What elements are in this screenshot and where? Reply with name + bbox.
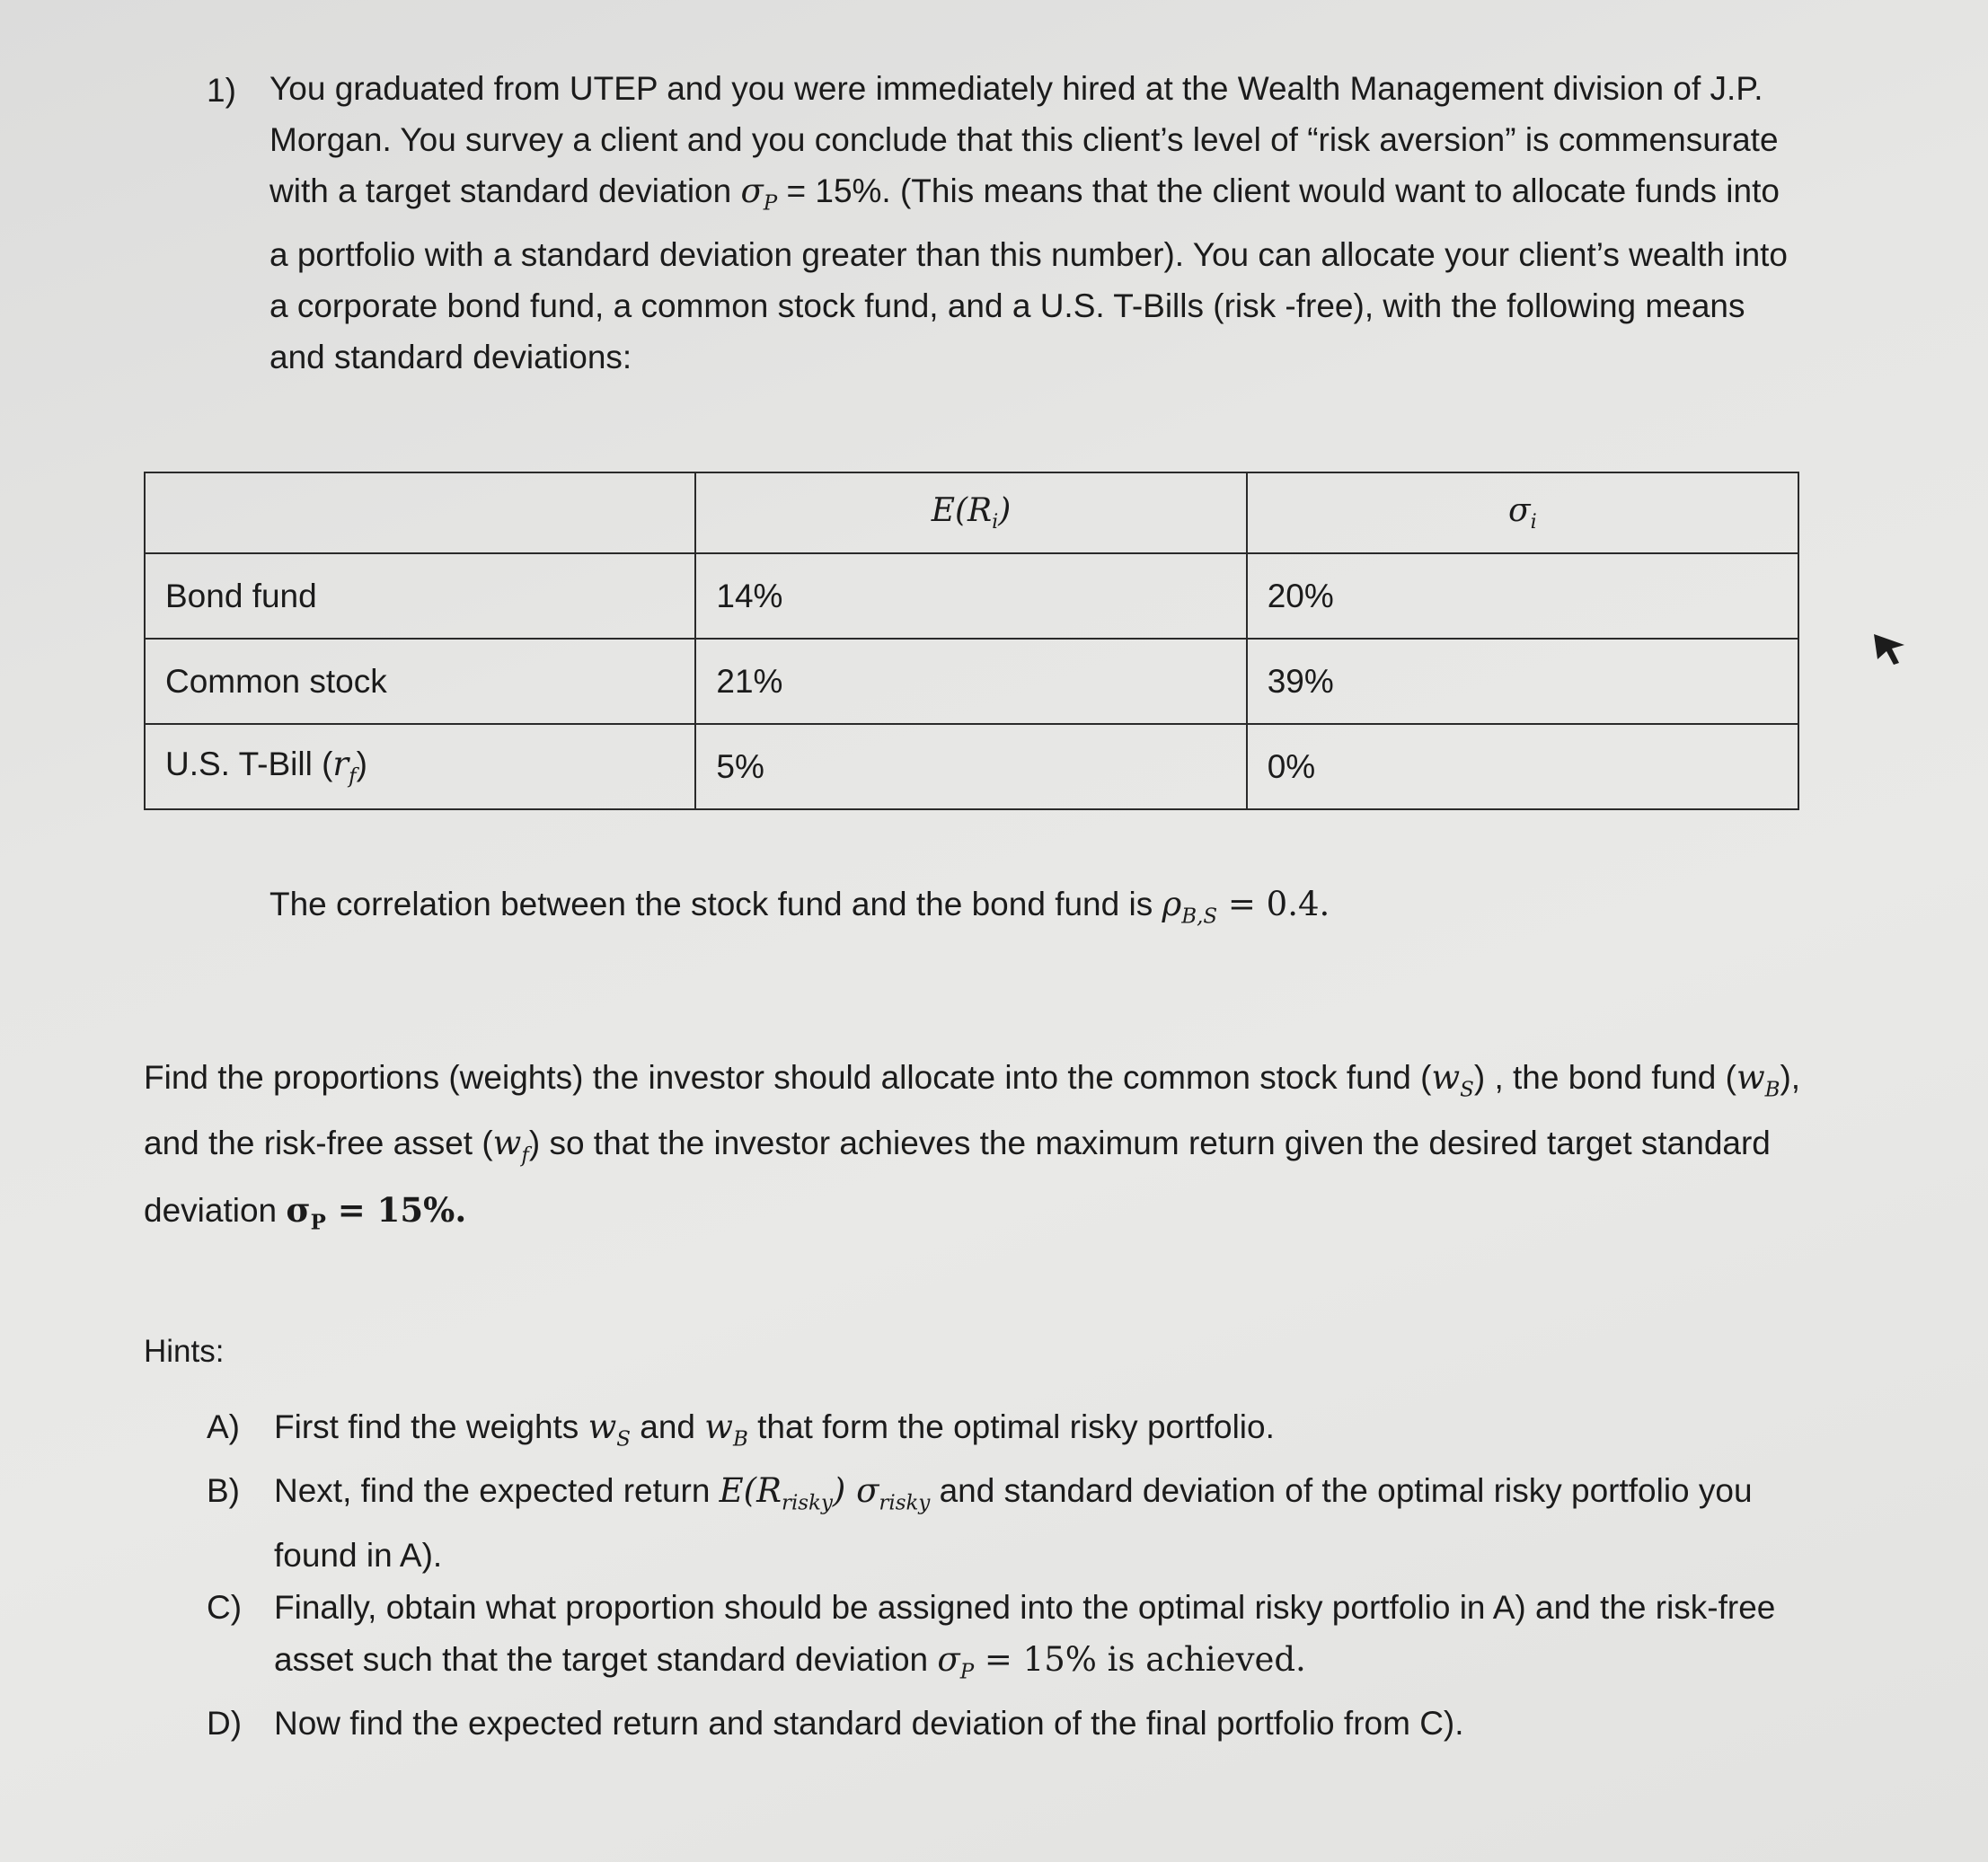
hint-text: Next, find the expected return [274, 1472, 720, 1510]
rf-symbol: r [332, 745, 349, 784]
correlation-text: The correlation between the stock fund and the bond fund is [269, 886, 1162, 922]
asset-sd: 0% [1247, 724, 1798, 809]
sigma-risky-symbol: σ [845, 1471, 879, 1511]
question-number: 1) [207, 72, 236, 109]
table-row [145, 553, 1798, 639]
header-sigma: σ [1507, 491, 1531, 529]
hint-letter: D) [207, 1705, 243, 1743]
header-expected-return [695, 472, 1246, 553]
hint-text: and standard deviation of the optimal risky portfolio you found in A). [274, 1472, 1753, 1574]
asset-mean: 5% [695, 724, 1246, 809]
asset-table-container [144, 472, 1799, 810]
hint-text: Finally, obtain what proportion should be assigned into the optimal risky portfolio in A) and the risk-free asset such that the target standard deviation [274, 1588, 1776, 1678]
task-text-2: ) , the bond fund ( [1473, 1059, 1736, 1096]
hint-text: First find the weights [274, 1408, 588, 1445]
sigma-symbol: σ [937, 1639, 960, 1679]
target-sigma-symbol: σ [286, 1189, 311, 1230]
task-statement [144, 1051, 1806, 1249]
mouse-pointer-icon [1869, 627, 1908, 666]
asset-name [145, 724, 695, 809]
rho-subscript: B,S [1181, 905, 1218, 929]
tbill-suffix: ) [356, 746, 367, 783]
target-sigma-subscript: P [310, 1210, 326, 1235]
wb-subscript: B [732, 1427, 748, 1452]
sigma-risky-subscript: risky [879, 1491, 931, 1515]
hint-letter: B) [207, 1472, 240, 1510]
hint-text: and [630, 1408, 705, 1445]
ws-subscript: S [616, 1427, 631, 1452]
hints-list [207, 1401, 1815, 1750]
hint-item [207, 1698, 1815, 1750]
intro-text-1: You graduated from UTEP and you were immediately hired at the Wealth Management division of J.P. Morgan. You survey a client and you conclude that this client’s level of “risk aversion” is commensurate with a target standard deviation [269, 70, 1779, 209]
asset-sd: 39% [1247, 639, 1798, 724]
rf-subscript: f [349, 764, 357, 789]
hint-text: that form the optimal risky portfolio. [747, 1408, 1275, 1445]
hint-text: = 15% is achieved. [974, 1639, 1306, 1679]
sigma-subscript: P [763, 191, 778, 216]
task-text-1: Find the proportions (weights) the investor should allocate into the common stock fund ( [144, 1059, 1432, 1096]
task-text-4: ) so that the investor achieves the maximum return given the desired target standard deviation [144, 1125, 1771, 1229]
hint-item [207, 1401, 1815, 1465]
rho-symbol: ρ [1162, 885, 1182, 923]
header-er-sub: i [992, 510, 999, 534]
wb-subscript: B [1764, 1078, 1780, 1102]
asset-name: Common stock [145, 639, 695, 724]
ws-symbol: w [1431, 1058, 1461, 1097]
ws-symbol: w [588, 1408, 617, 1446]
asset-sd: 20% [1247, 553, 1798, 639]
task-text-3: ), and the risk-free asset ( [144, 1059, 1801, 1162]
sigma-subscript: P [959, 1660, 975, 1684]
correlation-statement [269, 885, 1330, 928]
expected-return-subscript: risky [781, 1491, 833, 1515]
hint-letter: A) [207, 1408, 240, 1445]
question-intro [269, 63, 1797, 383]
intro-text-2: = 15%. (This means that the client would want to allocate funds into a portfolio with a standard deviation greater than this number). You can allocate your client’s wealth into a corporate bond fund, a common stock fund, and a U.S. T-Bills (risk -free), with the following means and standard deviations: [269, 172, 1789, 376]
ws-subscript: S [1460, 1078, 1474, 1102]
correlation-value: = 0.4. [1217, 885, 1330, 923]
hint-text: Now find the expected return and standard deviation of the final portfolio from C). [274, 1705, 1464, 1743]
asset-mean: 21% [695, 639, 1246, 724]
wb-symbol: w [1736, 1058, 1765, 1097]
expected-return-symbol: E(R [719, 1471, 782, 1511]
wb-symbol: w [704, 1408, 733, 1446]
table-row [145, 639, 1798, 724]
header-er-close: ) [998, 491, 1012, 529]
hint-item [207, 1465, 1815, 1581]
tbill-prefix: U.S. T-Bill ( [165, 746, 333, 783]
wf-subscript: f [521, 1143, 529, 1168]
asset-mean: 14% [695, 553, 1246, 639]
table-row [145, 724, 1798, 809]
asset-table [144, 472, 1799, 810]
target-value: = 15%. [325, 1189, 467, 1230]
asset-name: Bond fund [145, 553, 695, 639]
header-std-dev [1247, 472, 1798, 553]
hints-label: Hints: [144, 1334, 225, 1369]
hint-letter: C) [207, 1588, 243, 1626]
header-sigma-sub: i [1530, 510, 1537, 534]
wf-symbol: w [492, 1124, 522, 1163]
hint-item [207, 1582, 1815, 1698]
header-empty [145, 472, 695, 553]
table-header-row [145, 472, 1798, 553]
sigma-symbol: σ [740, 172, 764, 210]
header-er-text: E(R [931, 491, 993, 529]
expected-return-close: ) [832, 1471, 846, 1511]
